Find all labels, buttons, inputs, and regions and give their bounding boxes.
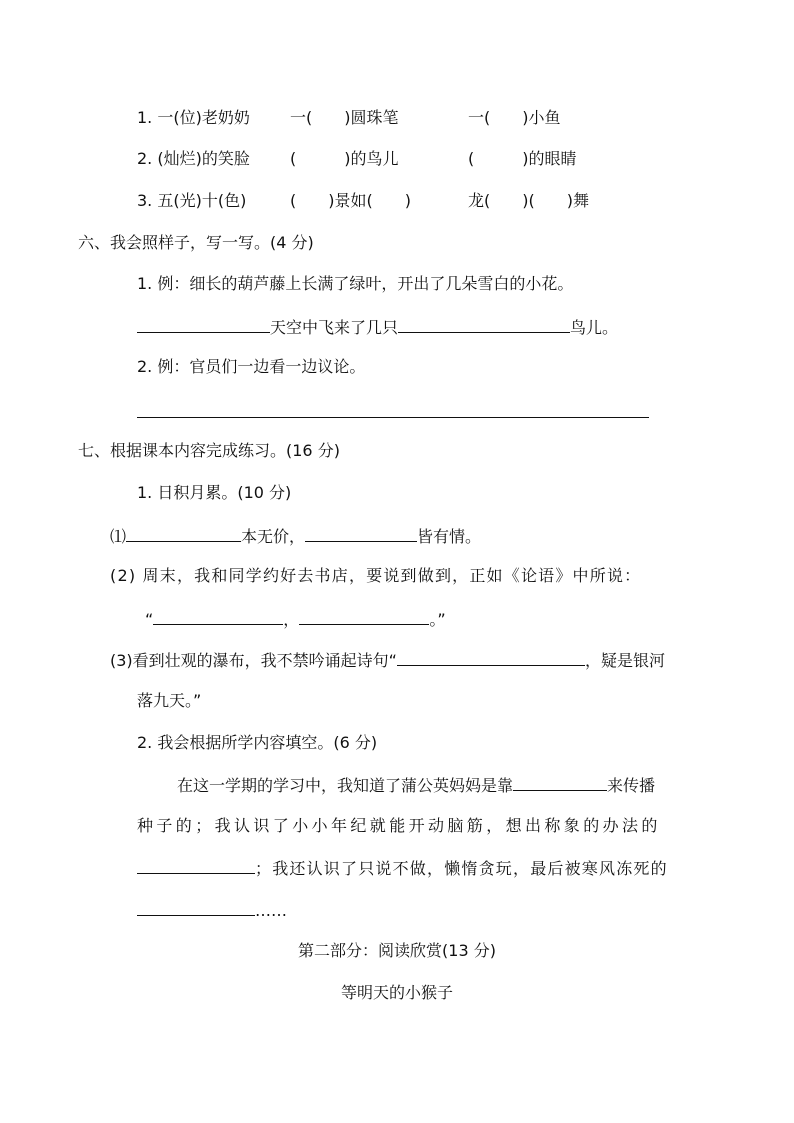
q7-s2-text: (2) 周末，我和同学约好去书店，要说到做到，正如《论语》中所说： (110, 566, 642, 585)
q7-p-line4-end: …… (255, 901, 287, 920)
q7-s2-open: “ (145, 610, 154, 629)
answer-blank[interactable] (513, 774, 607, 791)
q7-s1-end: 皆有情。 (417, 527, 482, 546)
answer-blank[interactable] (299, 608, 429, 625)
q7-s3-text: (3)看到壮观的瀑布，我不禁吟诵起诗句“ (110, 651, 397, 670)
answer-blank[interactable] (153, 608, 283, 625)
q7-s1-prefix: ⑴ (110, 527, 127, 546)
q5-row3-col1: 3. 五(光)十(色) (137, 191, 247, 210)
q6-item1-end: 鸟儿。 (570, 318, 619, 337)
q7-s1-mid: 本无价， (241, 527, 306, 546)
q7-p-line3-text: ；我还认识了只说不做，懒惰贪玩，最后被寒风冻死的 (255, 859, 668, 878)
q7-p-line1-end: 来传播 (607, 776, 656, 795)
q6-item2-example: 2. 例：官员们一边看一边议论。 (137, 357, 366, 376)
q6-title: 六、我会照样子，写一写。(4 分) (78, 233, 314, 252)
q5-row1-col2: 一( )圆珠笔 (290, 108, 399, 127)
q7-s3-line2: 落九天。” (137, 691, 202, 710)
q7-sub2-title: 2. 我会根据所学内容填空。(6 分) (137, 733, 378, 752)
answer-blank[interactable] (305, 525, 417, 542)
q7-s2-answer-line (145, 608, 446, 630)
answer-blank[interactable] (398, 316, 570, 333)
part2-title: 第二部分：阅读欣赏(13 分) (298, 941, 496, 960)
q7-s3-end: ，疑是银河 (584, 651, 665, 670)
q7-title: 七、根据课本内容完成练习。(16 分) (78, 441, 340, 460)
q5-row2-col3: ( )的眼睛 (468, 149, 577, 168)
q7-s3-line (110, 649, 665, 671)
q6-item1-answer-line (137, 316, 618, 338)
story-title: 等明天的小猴子 (340, 983, 453, 1002)
q5-row1-col3: 一( )小鱼 (468, 108, 561, 127)
q6-item1-mid: 天空中飞来了几只 (270, 318, 399, 337)
q5-row1-col1: 1. 一(位)老奶奶 (137, 108, 250, 127)
q5-row3-col3: 龙( )( )舞 (468, 191, 589, 210)
q7-s2-comma: ， (283, 610, 300, 629)
q7-s2-close: 。” (429, 610, 446, 629)
q6-item1-example: 1. 例：细长的葫芦藤上长满了绿叶，开出了几朵雪白的小花。 (137, 274, 574, 293)
q5-row2-col1: 2. (灿烂)的笑脸 (137, 149, 250, 168)
answer-blank[interactable] (137, 857, 255, 874)
answer-blank[interactable] (137, 899, 255, 916)
q5-row3-col2: ( )景如( ) (290, 191, 411, 210)
q7-s1-line (110, 525, 481, 547)
q7-sub1-title: 1. 日积月累。(10 分) (137, 483, 292, 502)
q7-p-line4 (137, 899, 287, 921)
answer-blank[interactable] (126, 525, 241, 542)
q7-p-line2: 种子的；我认识了小小年纪就能开动脑筋，想出称象的办法的 (137, 816, 661, 835)
answer-blank[interactable] (397, 649, 585, 666)
q7-p-line1 (177, 774, 655, 796)
q5-row2-col2: ( )的鸟儿 (290, 149, 399, 168)
q7-p-line1-text: 在这一学期的学习中，我知道了蒲公英妈妈是靠 (177, 776, 514, 795)
q6-item2-answer-line[interactable] (137, 417, 649, 418)
q7-p-line3 (137, 857, 668, 879)
answer-blank[interactable] (137, 316, 270, 333)
